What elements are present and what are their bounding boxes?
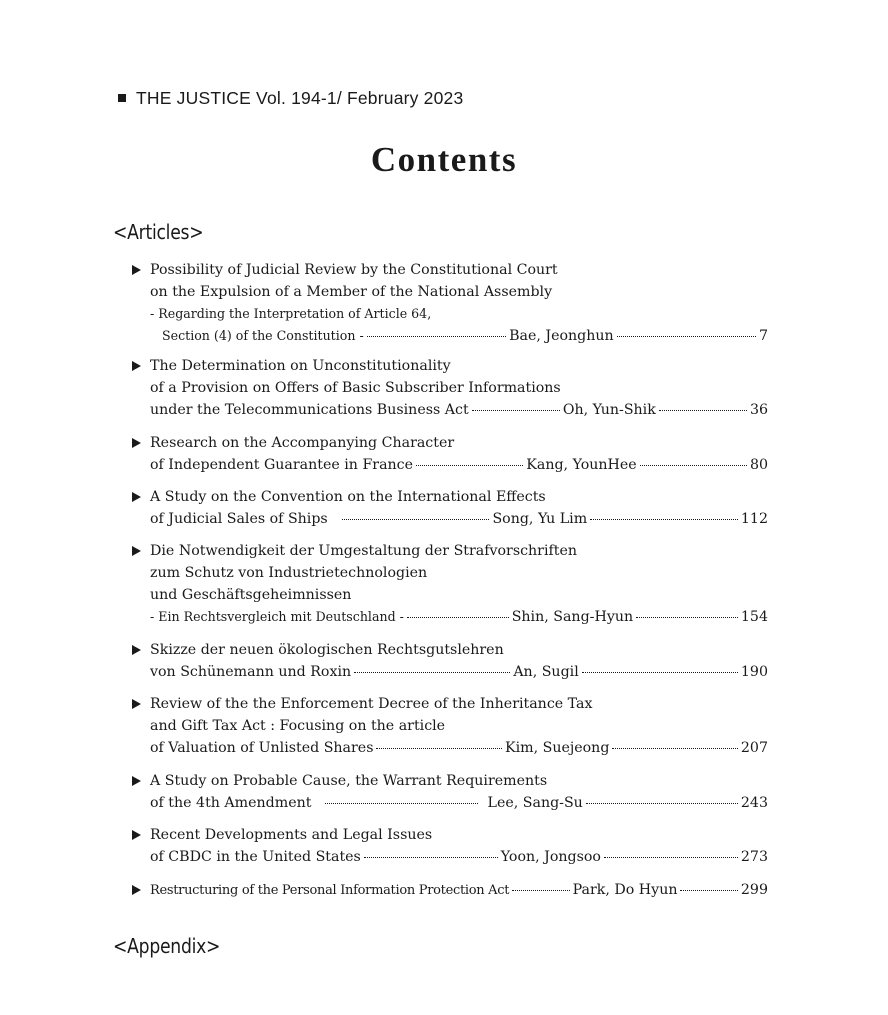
toc-entry[interactable] (132, 355, 768, 421)
toc-entry[interactable] (132, 432, 768, 476)
entry-title-line: Skizze der neuen ökologischen Rechtsgutslehren (150, 642, 504, 658)
triangle-bullet-icon (132, 885, 141, 895)
entry-author: Kang, YounHee (526, 457, 637, 473)
dot-leader (640, 464, 747, 466)
dot-leader (617, 335, 756, 337)
entry-author: Kim, Suejeong (504, 740, 610, 756)
toc-entry[interactable] (132, 540, 768, 628)
dot-leader (367, 335, 506, 337)
triangle-bullet-icon (132, 776, 141, 786)
entry-title-line: Review of the the Enforcement Decree of the Inheritance Tax (150, 696, 593, 712)
triangle-bullet-icon (132, 492, 141, 502)
entry-title-line: Recent Developments and Legal Issues (150, 827, 433, 843)
toc-entry[interactable] (132, 639, 768, 683)
section-heading-appendix: <Appendix> (113, 934, 221, 958)
entry-author: Lee, Sang-Su (487, 795, 583, 811)
entry-page-number: 154 (740, 609, 768, 625)
dot-leader (354, 671, 510, 673)
journal-issue-line (118, 88, 463, 109)
square-bullet-icon (118, 94, 126, 102)
dot-leader (604, 856, 738, 858)
triangle-bullet-icon (132, 546, 141, 556)
entry-title-line: Restructuring of the Personal Information Protection Act (150, 883, 510, 898)
triangle-bullet-icon (132, 438, 141, 448)
entry-title-line: of Judicial Sales of Ships (150, 511, 328, 527)
entry-title-line: on the Expulsion of a Member of the National Assembly (150, 284, 553, 300)
dot-leader (582, 671, 738, 673)
toc-entry[interactable] (132, 486, 768, 530)
entry-subtitle-line: Section (4) of the Constitution - (162, 328, 364, 343)
dot-leader (680, 889, 737, 891)
page-title: Contents (370, 140, 518, 179)
entry-page-number: 243 (740, 795, 768, 811)
journal-issue-text: THE JUSTICE Vol. 194-1/ February 2023 (136, 88, 464, 108)
entry-page-number: 299 (740, 882, 768, 898)
dot-leader (472, 409, 560, 411)
entry-title-line: A Study on Probable Cause, the Warrant Requirements (150, 773, 548, 789)
entry-title-line: von Schünemann und Roxin (150, 664, 352, 680)
entry-title-line: Die Notwendigkeit der Umgestaltung der Strafvorschriften (150, 543, 577, 559)
entry-title-line: A Study on the Convention on the International Effects (150, 489, 546, 505)
entry-author: Song, Yu Lim (492, 511, 588, 527)
entry-title-line: of Independent Guarantee in France (150, 457, 414, 473)
entry-page-number: 112 (740, 511, 768, 527)
entry-title-line: of a Provision on Offers of Basic Subscriber Informations (150, 380, 561, 396)
dot-leader (636, 616, 738, 618)
dot-leader (364, 856, 498, 858)
entry-page-number: 207 (740, 740, 768, 756)
entry-author: Bae, Jeonghun (509, 328, 614, 344)
entry-page-number: 36 (749, 402, 769, 418)
entry-page-number: 7 (758, 328, 769, 344)
entry-subtitle-line: - Ein Rechtsvergleich mit Deutschland - (150, 609, 404, 624)
triangle-bullet-icon (132, 699, 141, 709)
entry-subtitle-line: - Regarding the Interpretation of Article 64, (150, 306, 432, 321)
dot-leader (376, 747, 502, 749)
entry-author: Park, Do Hyun (572, 882, 678, 898)
triangle-bullet-icon (132, 265, 141, 275)
toc-entry[interactable] (132, 693, 768, 759)
toc-entry[interactable] (132, 824, 768, 868)
toc-entry[interactable] (132, 770, 768, 814)
entry-title-line: Possibility of Judicial Review by the Constitutional Court (150, 262, 558, 278)
triangle-bullet-icon (132, 645, 141, 655)
dot-leader (342, 518, 490, 520)
entry-title-line: under the Telecommunications Business Act (150, 402, 469, 418)
section-heading-articles: <Articles> (113, 220, 204, 244)
entry-title-line: und Geschäftsgeheimnissen (150, 587, 352, 603)
dot-leader (659, 409, 747, 411)
triangle-bullet-icon (132, 361, 141, 371)
entry-page-number: 190 (740, 664, 768, 680)
entry-author: Yoon, Jongsoo (500, 849, 601, 865)
entry-title-line: of Valuation of Unlisted Shares (150, 740, 374, 756)
dot-leader (325, 802, 477, 804)
entry-title-line: zum Schutz von Industrietechnologien (150, 565, 428, 581)
entry-page-number: 80 (749, 457, 769, 473)
entry-author: Oh, Yun-Shik (562, 402, 656, 418)
entry-title-line: The Determination on Unconstitutionality (150, 358, 451, 374)
entry-page-number: 273 (740, 849, 768, 865)
toc-entry[interactable] (132, 259, 768, 347)
dot-leader (612, 747, 738, 749)
dot-leader (590, 518, 738, 520)
entry-title-line: of the 4th Amendment (150, 795, 312, 811)
entry-title-line: of CBDC in the United States (150, 849, 361, 865)
dot-leader (586, 802, 738, 804)
entry-title-line: and Gift Tax Act : Focusing on the article (150, 718, 446, 734)
dot-leader (512, 889, 569, 891)
entry-title-line: Research on the Accompanying Character (150, 435, 455, 451)
dot-leader (407, 616, 509, 618)
toc-entry[interactable] (132, 879, 768, 901)
entry-author: Shin, Sang-Hyun (511, 609, 634, 625)
triangle-bullet-icon (132, 830, 141, 840)
dot-leader (416, 464, 523, 466)
entry-author: An, Sugil (513, 664, 579, 680)
